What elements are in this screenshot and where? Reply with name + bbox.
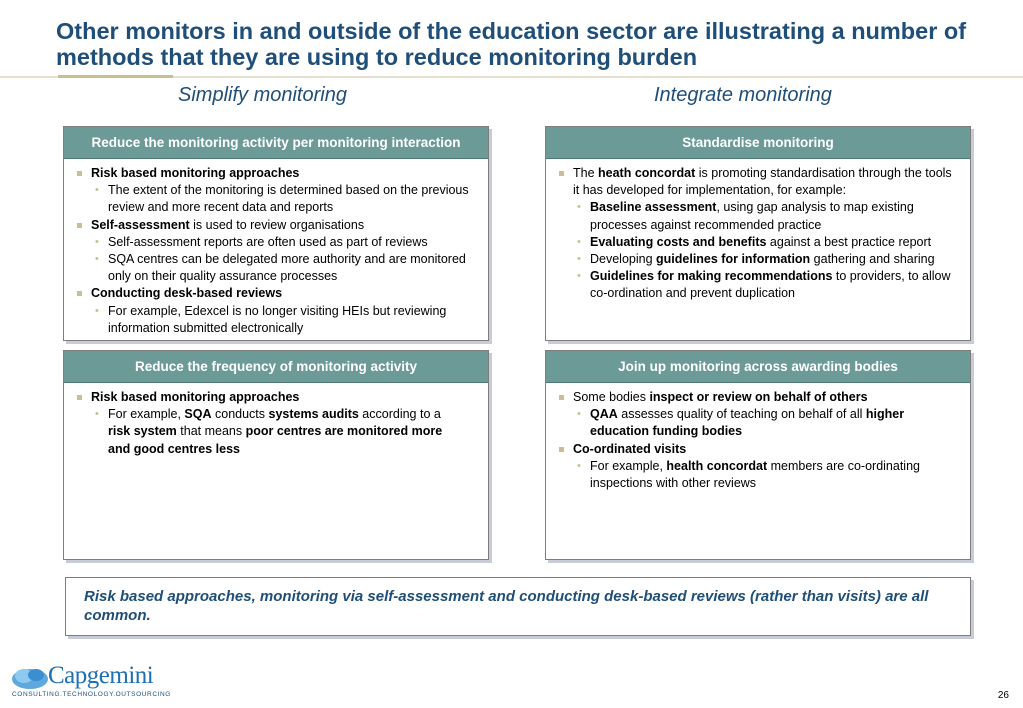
bullet-item: The heath concordat is promoting standardisation through the tools it has developed for implementation, for example: [556,165,960,199]
panel-header [546,127,970,159]
panel-header [64,127,488,159]
page-number: 26 [997,690,1009,701]
sub-bullet-item: • For example, Edexcel is no longer visiting HEIs but reviewing information submitted electronically [74,303,478,337]
sub-bullet-item: • For example, SQA conducts systems audits according to a risk system that means poor centres are monitored more and good centres less [74,406,478,458]
summary-box [65,577,971,636]
left-column-heading: Simplify monitoring [178,84,347,106]
capgemini-logo [10,660,171,702]
sub-bullet-item: • Evaluating costs and benefits against a best practice report [556,234,960,251]
panel-header [64,351,488,383]
bullet-item: Conducting desk-based reviews [74,285,478,302]
sub-bullet-item: • Baseline assessment, using gap analysis to map existing processes against recommended practice [556,199,960,233]
sub-bullet-item: • For example, health concordat members are co-ordinating inspections with other reviews [556,458,960,492]
panel-body [64,383,488,458]
sub-bullet-item: • QAA assesses quality of teaching on behalf of all higher education funding bodies [556,406,960,440]
panel-reduce-frequency [63,350,489,560]
panel-body [64,159,488,337]
bullet-item: Risk based monitoring approaches [74,165,478,182]
sub-bullet-item: • Guidelines for making recommendations to providers, to allow co-ordination and prevent duplication [556,268,960,302]
logo-wordmark: Capgemini [48,662,154,689]
slide-title: Other monitors in and outside of the education sector are illustrating a number of methods that they are using to reduce monitoring burden [56,18,967,70]
panel-reduce-activity [63,126,489,341]
panel-standardise [545,126,971,341]
summary-text: Risk based approaches, monitoring via self-assessment and conducting desk-based reviews (rather than visits) are all common. [84,588,929,624]
panel-header-text: Standardise monitoring [682,135,834,150]
bullet-item: Risk based monitoring approaches [74,389,478,406]
sub-bullet-item: • Developing guidelines for information gathering and sharing [556,251,960,268]
panel-header [546,351,970,383]
right-column-heading: Integrate monitoring [654,84,832,106]
spade-cloud-logo-icon [10,664,50,694]
bullet-item: Co-ordinated visits [556,441,960,458]
sub-bullet-item: • SQA centres can be delegated more authority and are monitored only on their quality assurance processes [74,251,478,285]
sub-bullet-item: • The extent of the monitoring is determined based on the previous review and more recent data and reports [74,182,478,216]
panel-body [546,383,970,492]
title-divider-accent [58,75,173,78]
bullet-item: Self-assessment is used to review organisations [74,217,478,234]
panel-body [546,159,970,303]
panel-join-up [545,350,971,560]
panel-header-text: Join up monitoring across awarding bodies [618,359,898,374]
sub-bullet-item: • Self-assessment reports are often used as part of reviews [74,234,478,251]
bullet-item: Some bodies inspect or review on behalf of others [556,389,960,406]
panel-header-text: Reduce the monitoring activity per monitoring interaction [91,135,461,150]
panel-header-text: Reduce the frequency of monitoring activity [134,359,418,374]
logo-tagline: CONSULTING.TECHNOLOGY.OUTSOURCING [12,691,171,698]
